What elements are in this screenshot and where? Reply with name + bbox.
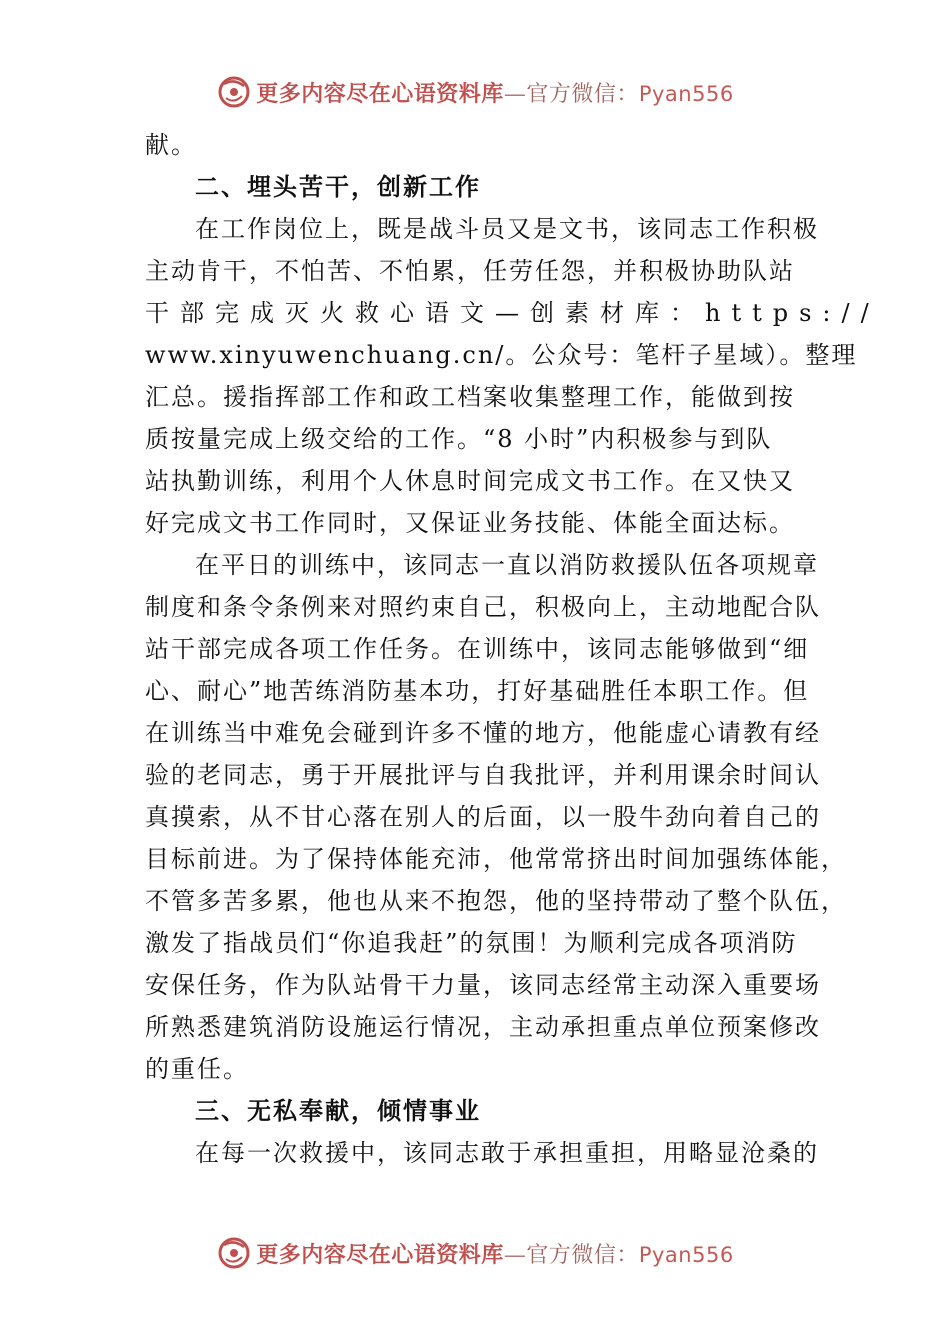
section-heading: 三、无私奉献，倾情事业: [195, 1097, 481, 1125]
body-line: 主动肯干，不怕苦、不怕累，任劳任怨，并积极协助队站: [145, 257, 795, 285]
body-line: 干部完成灭火救心语文—创素材库：https://: [145, 299, 880, 327]
body-line: 在工作岗位上，既是战斗员又是文书，该同志工作积极: [195, 215, 819, 243]
body-line: 献。: [145, 131, 197, 159]
body-line: 在每一次救援中，该同志敢于承担重担，用略显沧桑的: [195, 1139, 819, 1167]
logo-icon: [216, 74, 252, 110]
banner-wechat-label: 官方微信：: [526, 81, 639, 107]
footer-watermark-banner: [0, 1233, 950, 1273]
body-line: 汇总。援指挥部工作和政工档案收集整理工作，能做到按: [145, 383, 795, 411]
header-watermark-banner: [0, 72, 950, 112]
banner-separator: —: [503, 1242, 527, 1268]
logo-icon: [216, 1235, 252, 1271]
body-line: 不管多苦多累，他也从来不抱怨，他的坚持带动了整个队伍，: [145, 887, 847, 915]
document-body: [145, 124, 880, 1174]
banner-wechat-id: Pyan556: [638, 1242, 734, 1267]
body-line: 站执勤训练，利用个人休息时间完成文书工作。在又快又: [145, 467, 795, 495]
body-line: 站干部完成各项工作任务。在训练中，该同志能够做到“细: [145, 635, 810, 663]
body-line: 在训练当中难免会碰到许多不懂的地方，他能虚心请教有经: [145, 719, 821, 747]
body-line: 所熟悉建筑消防设施运行情况，主动承担重点单位预案修改: [145, 1013, 821, 1041]
banner-main-text: 更多内容尽在心语资料库: [256, 1241, 504, 1268]
banner-main-text: 更多内容尽在心语资料库: [256, 80, 504, 107]
body-line: www.xinyuwenchuang.cn/。公众号：笔杆子星域）。整理: [145, 341, 858, 369]
banner-wechat-id: Pyan556: [638, 81, 734, 106]
body-line: 真摸索，从不甘心落在别人的后面，以一股牛劲向着自己的: [145, 803, 821, 831]
body-line: 验的老同志，勇于开展批评与自我批评，并利用课余时间认: [145, 761, 821, 789]
body-line: 安保任务，作为队站骨干力量，该同志经常主动深入重要场: [145, 971, 821, 999]
body-line: 制度和条令条例来对照约束自己，积极向上，主动地配合队: [145, 593, 821, 621]
section-heading: 二、埋头苦干，创新工作: [195, 173, 481, 201]
body-line: 好完成文书工作同时，又保证业务技能、体能全面达标。: [145, 509, 795, 537]
body-line: 心、耐心”地苦练消防基本功，打好基础胜任本职工作。但: [145, 677, 810, 705]
banner-separator: —: [503, 81, 527, 107]
body-line: 目标前进。为了保持体能充沛，他常常挤出时间加强练体能，: [145, 845, 847, 873]
banner-wechat-label: 官方微信：: [526, 1242, 639, 1268]
body-line: 的重任。: [145, 1055, 249, 1083]
body-line: 在平日的训练中，该同志一直以消防救援队伍各项规章: [195, 551, 819, 579]
body-line: 质按量完成上级交给的工作。“8 小时”内积极参与到队: [145, 425, 773, 453]
body-line: 激发了指战员们“你追我赶”的氛围！为顺利完成各项消防: [145, 929, 798, 957]
